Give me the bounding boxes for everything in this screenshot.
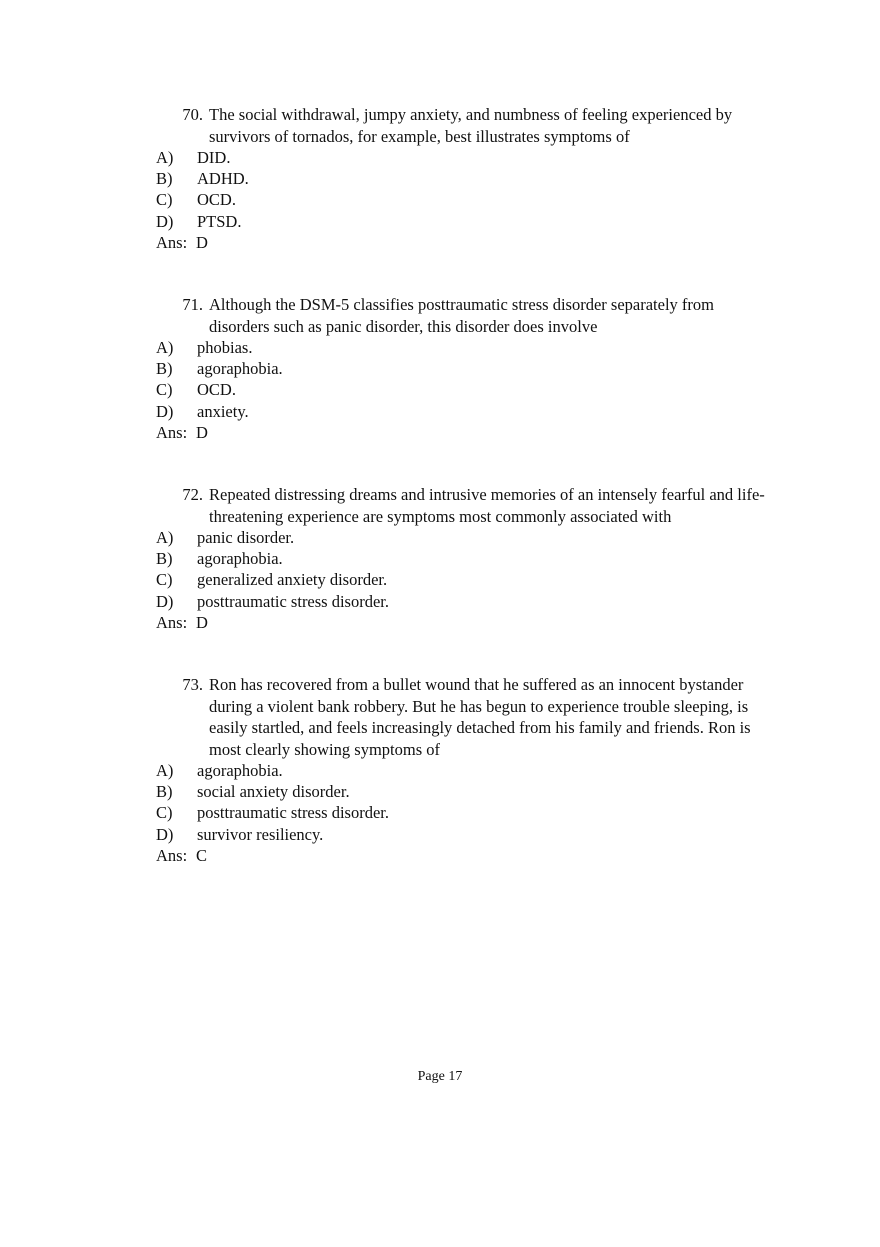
option-text: panic disorder.: [197, 528, 295, 547]
option-d: [156, 211, 776, 232]
option-letter: B): [156, 169, 173, 189]
question-stem: [156, 484, 776, 527]
option-letter: C): [156, 190, 173, 210]
option-text: posttraumatic stress disorder.: [197, 803, 390, 823]
option-text: phobias.: [197, 338, 253, 357]
option-b: [156, 548, 776, 569]
question-number: 70.: [182, 105, 203, 124]
question-stem: [156, 294, 776, 337]
option-text: OCD.: [197, 190, 236, 210]
answer-label: Ans:: [156, 612, 188, 632]
option-a: [156, 147, 776, 168]
option-text: social anxiety disorder.: [197, 782, 350, 802]
option-letter: D): [156, 824, 174, 844]
option-letter: B): [156, 359, 173, 379]
option-letter: A): [156, 338, 174, 357]
question-73: [156, 674, 776, 866]
answer-value: D: [196, 422, 208, 442]
option-text: generalized anxiety disorder.: [197, 570, 388, 590]
question-stem: [156, 104, 776, 147]
option-c: [156, 569, 776, 590]
option-text: agoraphobia.: [197, 359, 283, 379]
question-72: [156, 484, 776, 633]
option-text: ADHD.: [197, 169, 249, 189]
option-text: DID.: [197, 148, 231, 167]
option-letter: C): [156, 570, 173, 590]
option-text: PTSD.: [197, 211, 242, 231]
option-c: [156, 802, 776, 823]
option-a: [156, 760, 776, 781]
question-text: Repeated distressing dreams and intrusive memories of an intensely fearful and life-threatening experience are symptoms most commonly associated with: [209, 485, 765, 526]
option-b: [156, 358, 776, 379]
option-letter: A): [156, 761, 174, 780]
question-text: Ron has recovered from a bullet wound that he suffered as an innocent bystander during a violent bank robbery. But he has begun to experience trouble sleeping, is easily startled, and feels increasingly detached from his family and friends. Ron is most clearly showing symptoms of: [209, 675, 751, 759]
question-text: The social withdrawal, jumpy anxiety, and numbness of feeling experienced by survivors of tornados, for example, best illustrates symptoms of: [209, 105, 733, 146]
option-a: [156, 527, 776, 548]
question-71: [156, 294, 776, 443]
option-text: anxiety.: [197, 401, 249, 421]
option-letter: D): [156, 591, 174, 611]
question-number: 71.: [182, 295, 203, 314]
question-text: Although the DSM-5 classifies posttraumatic stress disorder separately from disorders such as panic disorder, this disorder does involve: [209, 295, 714, 336]
option-text: posttraumatic stress disorder.: [197, 591, 390, 611]
option-letter: A): [156, 148, 174, 167]
question-number: 72.: [182, 485, 203, 504]
option-letter: D): [156, 401, 174, 421]
option-d: [156, 591, 776, 612]
question-70: [156, 104, 776, 253]
option-b: [156, 781, 776, 802]
answer-line: [156, 845, 776, 866]
option-c: [156, 189, 776, 210]
option-letter: A): [156, 528, 174, 547]
answer-label: Ans:: [156, 232, 188, 252]
question-stem: [156, 674, 776, 760]
answer-label: Ans:: [156, 422, 188, 442]
option-letter: C): [156, 380, 173, 400]
option-text: OCD.: [197, 380, 236, 400]
answer-line: [156, 422, 776, 443]
option-letter: B): [156, 549, 173, 569]
option-letter: B): [156, 782, 173, 802]
option-a: [156, 337, 776, 358]
option-b: [156, 168, 776, 189]
answer-value: C: [196, 845, 208, 865]
option-letter: D): [156, 211, 174, 231]
option-text: survivor resiliency.: [197, 824, 324, 844]
option-text: agoraphobia.: [197, 549, 283, 569]
question-number: 73.: [182, 675, 203, 694]
option-c: [156, 379, 776, 400]
option-text: agoraphobia.: [197, 761, 283, 780]
answer-line: [156, 612, 776, 633]
answer-label: Ans:: [156, 845, 188, 865]
answer-line: [156, 232, 776, 253]
page-number: Page 17: [417, 1069, 463, 1084]
option-d: [156, 824, 776, 845]
option-letter: C): [156, 803, 173, 823]
answer-value: D: [196, 612, 208, 632]
option-d: [156, 401, 776, 422]
answer-value: D: [196, 232, 208, 252]
